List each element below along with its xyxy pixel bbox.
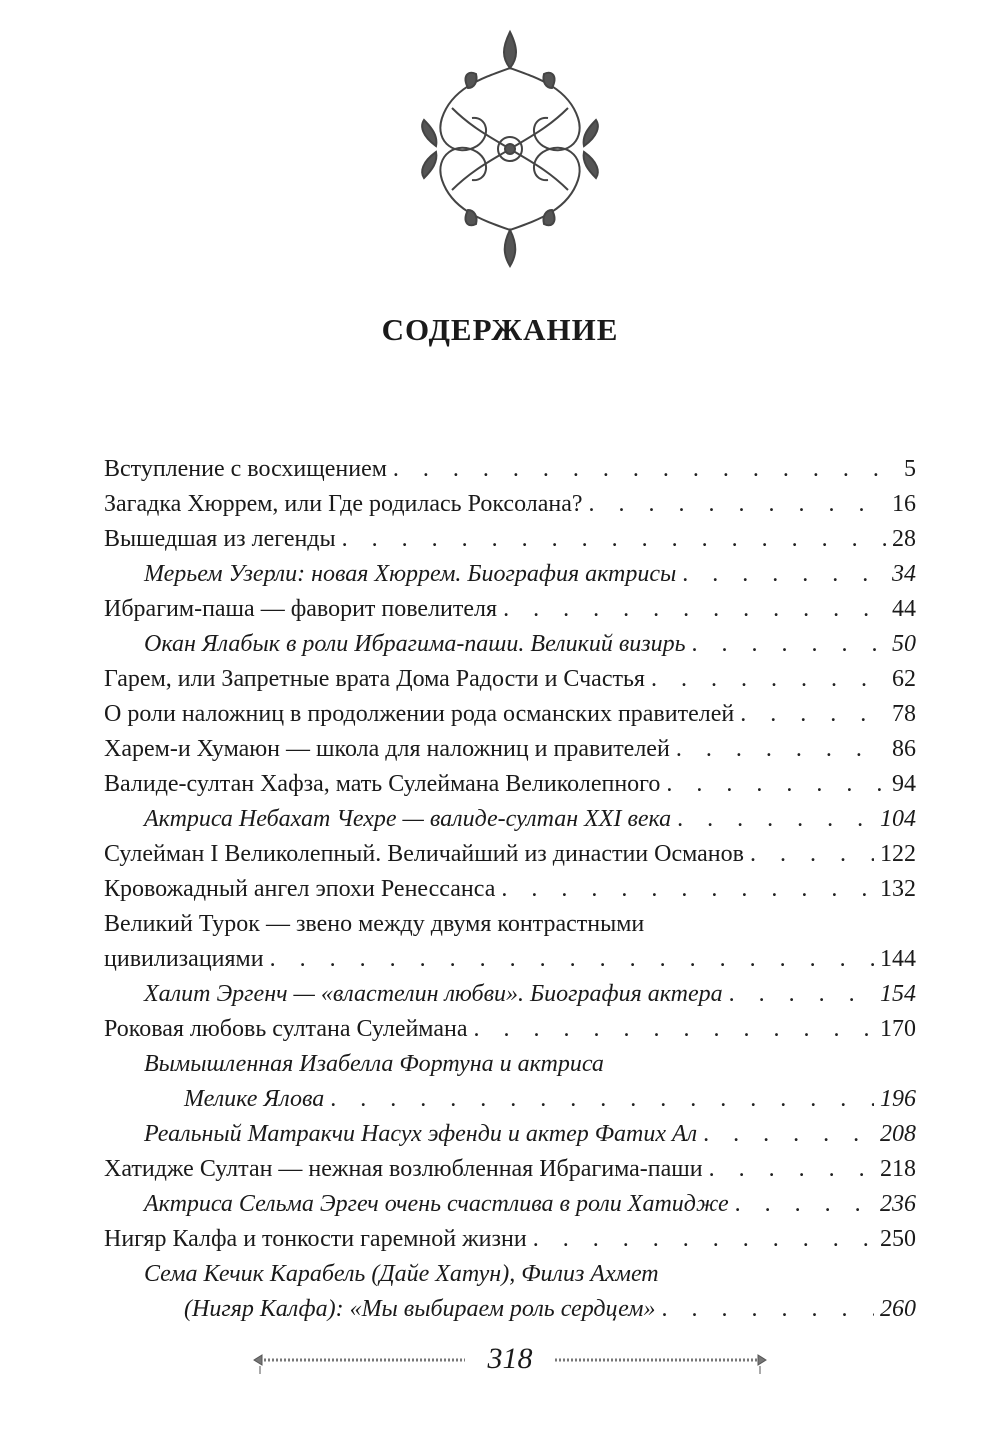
toc-entry: Хатидже Султан — нежная возлюбленная Ибрагима-паши . . . 218	[104, 1152, 916, 1187]
toc-entry: Гарем, или Запретные врата Дома Радости и Счастья . . . 62	[104, 662, 916, 697]
toc-entry: Ибрагим-паша — фаворит повелителя . . . 44	[104, 592, 916, 627]
toc-subentry: Актриса Сельма Эргеч очень счастлива в роли Хатидже . . . 236	[104, 1187, 916, 1222]
decorative-ornament	[412, 28, 608, 270]
toc-entry: Нигяр Калфа и тонкости гаремной жизни . . . 250	[104, 1222, 916, 1257]
toc-entry: Великий Турок — звено между двумя контрастными	[104, 911, 645, 937]
toc-entry: Вышедшая из легенды . . . 28	[104, 522, 916, 557]
toc-entry: Харем-и Хумаюн — школа для наложниц и правителей . . . 86	[104, 732, 916, 767]
page-footer	[240, 1338, 780, 1388]
toc-entry: Роковая любовь султана Сулеймана . . . 170	[104, 1012, 916, 1047]
toc-entry: О роли наложниц в продолжении рода османских правителей . . . 78	[104, 697, 916, 732]
toc-subentry: Халит Эргенч — «властелин любви». Биография актера . . . 154	[104, 977, 916, 1012]
toc-subentry: Вымышленная Изабелла Фортуна и актриса	[144, 1051, 604, 1077]
toc-entry-continuation: цивилизациями . . . 144	[104, 942, 916, 977]
table-of-contents	[104, 452, 916, 1327]
toc-entry: Кровожадный ангел эпохи Ренессанса . . . 132	[104, 872, 916, 907]
toc-subentry: Актриса Небахат Чехре — валиде-султан XXI века . . . 104	[104, 802, 916, 837]
toc-subentry: Окан Ялабык в роли Ибрагима-паши. Великий визирь . . . 50	[104, 627, 916, 662]
toc-subentry-continuation: Мелике Ялова . . . 196	[104, 1082, 916, 1117]
toc-subentry: Реальный Матракчи Насух эфенди и актер Фатих Ал . . . 208	[104, 1117, 916, 1152]
toc-entry: Загадка Хюррем, или Где родилась Роксолана? . . . 16	[104, 487, 916, 522]
toc-subentry-continuation: (Нигяр Калфа): «Мы выбираем роль сердцем» . . . 260	[104, 1292, 916, 1327]
toc-entry: Сулейман I Великолепный. Величайший из династии Османов . . . 122	[104, 837, 916, 872]
toc-entry: Валиде-султан Хафза, мать Сулеймана Великолепного . . . 94	[104, 767, 916, 802]
toc-subentry: Сема Кечик Карабель (Дайе Хатун), Филиз Ахмет	[144, 1261, 659, 1287]
toc-entry: Вступление с восхищением . . . 5	[104, 452, 916, 487]
toc-subentry: Мерьем Узерли: новая Хюррем. Биография актрисы . . . 34	[104, 557, 916, 592]
page-number: 318	[487, 1342, 533, 1375]
page-title: СОДЕРЖАНИЕ	[381, 312, 619, 347]
